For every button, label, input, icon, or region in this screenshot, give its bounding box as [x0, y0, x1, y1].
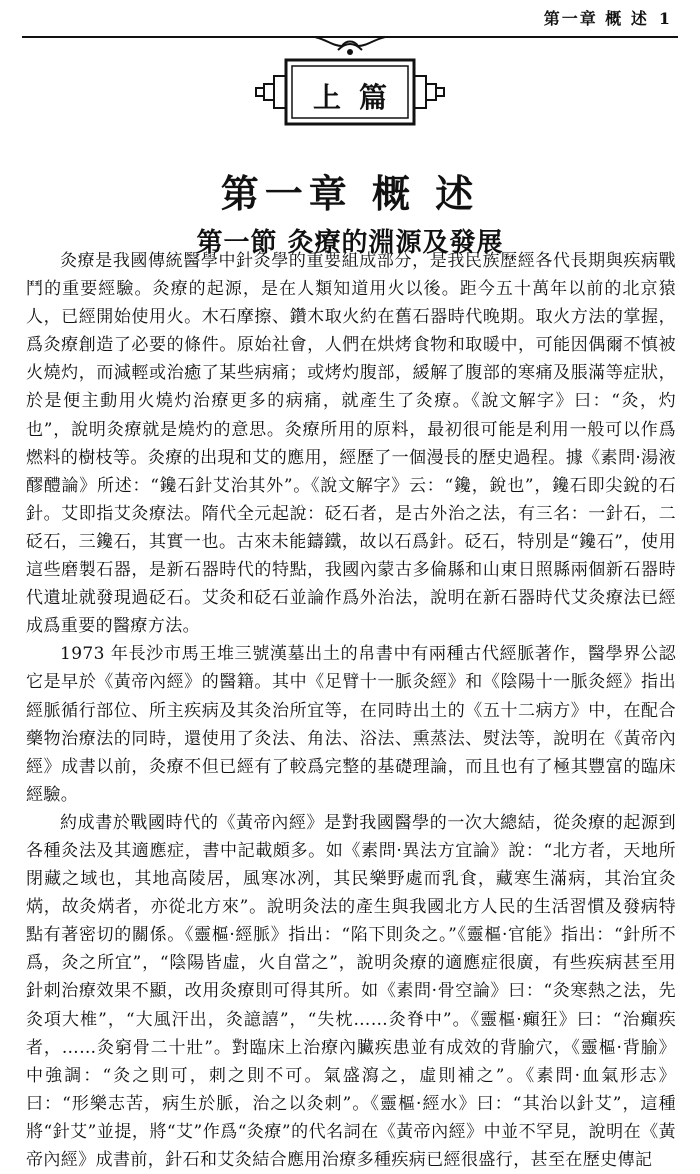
running-header-chapter: 第一章 概 述 — [543, 9, 649, 28]
paragraph: 1973 年長沙市馬王堆三號漢墓出土的帛書中有兩種古代經脈著作，醫學界公認它是早於《黃帝內經》的醫籍。其中《足臂十一脈灸經》和《陰陽十一脈灸經》指出經脈循行部位、所主疾病及其灸治所宜等，在同時出土的《五十二病方》中，在配合藥物治療法的同時，還使用了灸法、角法、浴法、熏蒸法、熨法等，說明在《黃帝內經》成書以前，灸療不但已經有了較爲完整的基礎理論，而且也有了極其豐富的臨床經驗。 — [26, 644, 676, 805]
part-label: 上篇 — [312, 81, 405, 114]
running-header — [544, 6, 672, 29]
paragraph: 灸療是我國傳統醫學中針灸學的重要組成部分，是我民族歷經各代長期與疾病戰鬥的重要經驗。灸療的起源，是在人類知道用火以後。距今五十萬年以前的北京猿人，已經開始使用火。木石摩擦、鑽木取火約在舊石器時代晚期。取火方法的掌握，爲灸療創造了必要的條件。原始社會，人們在烘烤食物和取暖中，可能因偶爾不慎被火燒灼，而減輕或治癒了某些病痛；或烤灼腹部，緩解了腹部的寒痛及脹滿等症狀，於是便主動用火燒灼治療更多的病痛，就產生了灸療。《說文解字》曰：“灸，灼也”，說明灸療就是燒灼的意思。灸療所用的原料，最初很可能是利用一般可以作爲燃料的樹枝等。灸療的出現和艾的應用，經歷了一個漫長的歷史過程。據《素問·湯液醪醴論》所述：“鑱石針艾治其外”。《說文解字》云：“鑱，銳也”，鑱石即尖銳的石針。艾即指艾灸療法。隋代全元起說：砭石者，是古外治之法，有三名：一針石，二砭石，三鑱石，其實一也。古來未能鑄鐵，故以石爲針。砭石，特別是“鑱石”，使用這些磨製石器，是新石器時代的特點，我國內蒙古多倫縣和山東日照縣兩個新石器時代遺址就發現過砭石。艾灸和砭石並論作爲外治法，說明在新石器時代艾灸療法已經成爲重要的醫療方法。 — [26, 251, 676, 637]
body-text — [26, 247, 676, 1174]
paragraph: 約成書於戰國時代的《黃帝內經》是對我國醫學的一次大總結，從灸療的起源到各種灸法及其適應症，書中記載頗多。如《素問·異法方宜論》說：“北方者，天地所閉藏之域也，其地高陵居，風寒冰冽，其民樂野處而乳食，藏寒生滿病，其治宜灸焫，故灸焫者，亦從北方來”。說明灸法的產生與我國北方人民的生活習慣及發病特點有著密切的關係。《靈樞·經脈》指出：“陷下則灸之。”《靈樞·官能》指出：“針所不爲，灸之所宜”，“陰陽皆虛，火自當之”，說明灸療的適應症很廣，有些疾病甚至用針刺治療效果不顯，改用灸療則可得其所。如《素問·骨空論》曰：“灸寒熱之法，先灸項大椎”，“大風汗出，灸譩譆”，“失枕……灸脊中”。《靈樞·癲狂》曰：“治癲疾者，……灸窮骨二十壯”。對臨床上治療內臟疾患並有成效的背腧穴，《靈樞·背腧》中強調：“灸之則可，刺之則不可。氣盛瀉之，虛則補之”。《素問·血氣形志》曰：“形樂志苦，病生於脈，治之以灸刺”。《靈樞·經水》曰：“其治以針艾”，這種將“針艾”並提，將“艾”作爲“灸療”的代名詞在《黃帝內經》中並不罕見，說明在《黃帝內經》成書前，針石和艾灸結合應用治療多種疾病已經很盛行，甚至在歷史傳記 — [26, 812, 677, 1170]
part-banner — [0, 36, 700, 132]
page-number: 1 — [658, 9, 672, 28]
section-title: 第一節 灸療的淵源及發展 — [196, 227, 504, 258]
chapter-title: 第一章 概 述 — [220, 171, 480, 217]
